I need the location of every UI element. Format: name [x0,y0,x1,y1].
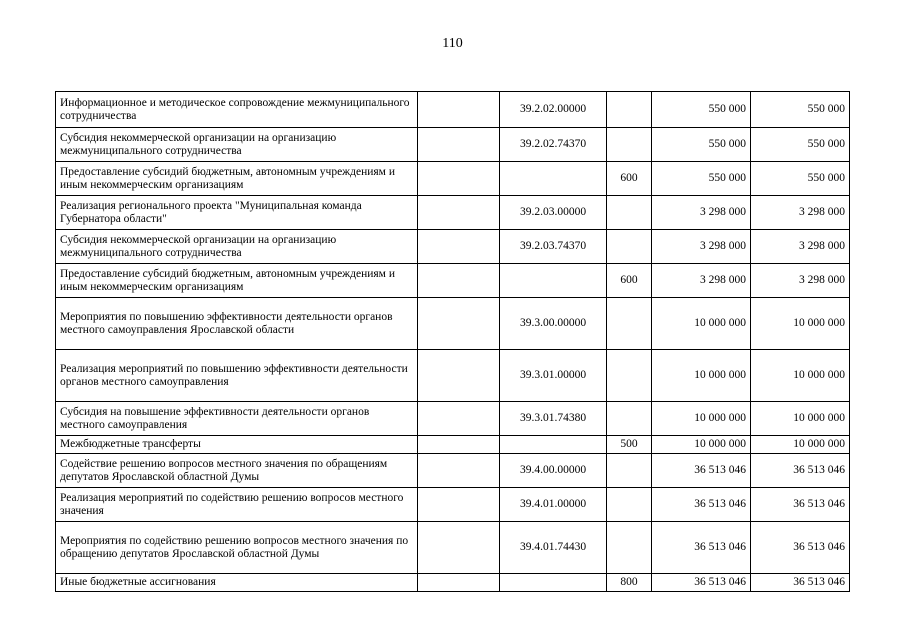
budget-table [55,91,850,592]
row-sum-2: 10 000 000 [751,350,850,402]
row-sum-2: 3 298 000 [751,230,850,264]
row-code [500,436,607,454]
row-sum-2: 550 000 [751,92,850,128]
row-empty-cell [418,350,500,402]
row-sum-2: 550 000 [751,128,850,162]
row-expense-type [607,128,652,162]
row-name: Предоставление субсидий бюджетным, автономным учреждениям и иным некоммерческим организациям [56,162,418,196]
table-row [56,454,850,488]
table-row [56,128,850,162]
table-row [56,402,850,436]
table-row [56,522,850,574]
table-row [56,488,850,522]
row-expense-type [607,196,652,230]
row-sum-1: 3 298 000 [652,196,751,230]
row-code: 39.4.01.74430 [500,522,607,574]
row-empty-cell [418,298,500,350]
row-sum-2: 36 513 046 [751,574,850,592]
row-expense-type [607,230,652,264]
row-sum-1: 36 513 046 [652,574,751,592]
row-sum-2: 3 298 000 [751,196,850,230]
row-code [500,574,607,592]
row-empty-cell [418,436,500,454]
row-expense-type [607,402,652,436]
row-sum-2: 36 513 046 [751,454,850,488]
row-sum-1: 10 000 000 [652,350,751,402]
row-sum-1: 36 513 046 [652,454,751,488]
row-expense-type: 600 [607,264,652,298]
row-expense-type: 800 [607,574,652,592]
row-sum-1: 3 298 000 [652,230,751,264]
table-row [56,436,850,454]
row-empty-cell [418,522,500,574]
row-expense-type [607,454,652,488]
row-code: 39.3.01.74380 [500,402,607,436]
row-name: Мероприятия по содействию решению вопросов местного значения по обращению депутатов Ярославской областной Думы [56,522,418,574]
row-sum-1: 3 298 000 [652,264,751,298]
row-name: Субсидия некоммерческой организации на организацию межмуниципального сотрудничества [56,230,418,264]
table-row [56,162,850,196]
row-empty-cell [418,574,500,592]
row-name: Межбюджетные трансферты [56,436,418,454]
row-empty-cell [418,402,500,436]
row-code: 39.2.03.74370 [500,230,607,264]
row-empty-cell [418,264,500,298]
row-name: Мероприятия по повышению эффективности деятельности органов местного самоуправления Ярославской области [56,298,418,350]
row-empty-cell [418,230,500,264]
table-row [56,574,850,592]
row-expense-type [607,92,652,128]
row-sum-1: 10 000 000 [652,298,751,350]
row-expense-type [607,298,652,350]
row-code: 39.2.02.00000 [500,92,607,128]
row-code: 39.3.01.00000 [500,350,607,402]
row-code: 39.4.01.00000 [500,488,607,522]
row-name: Субсидия на повышение эффективности деятельности органов местного самоуправления [56,402,418,436]
row-sum-2: 3 298 000 [751,264,850,298]
row-sum-1: 36 513 046 [652,522,751,574]
row-expense-type [607,522,652,574]
row-sum-2: 10 000 000 [751,436,850,454]
table-row [56,92,850,128]
row-sum-2: 36 513 046 [751,522,850,574]
row-sum-1: 36 513 046 [652,488,751,522]
row-empty-cell [418,488,500,522]
row-sum-1: 550 000 [652,92,751,128]
page-number: 110 [442,36,463,51]
row-code: 39.4.00.00000 [500,454,607,488]
row-code: 39.3.00.00000 [500,298,607,350]
table-row [56,264,850,298]
row-name: Реализация мероприятий по повышению эффективности деятельности органов местного самоуправления [56,350,418,402]
row-empty-cell [418,128,500,162]
row-name: Информационное и методическое сопровождение межмуниципального сотрудничества [56,92,418,128]
row-name: Реализация мероприятий по содействию решению вопросов местного значения [56,488,418,522]
row-sum-1: 550 000 [652,162,751,196]
row-empty-cell [418,92,500,128]
table-row [56,196,850,230]
row-name: Предоставление субсидий бюджетным, автономным учреждениям и иным некоммерческим организациям [56,264,418,298]
row-sum-2: 10 000 000 [751,298,850,350]
row-code: 39.2.02.74370 [500,128,607,162]
row-empty-cell [418,196,500,230]
row-sum-1: 550 000 [652,128,751,162]
row-code [500,162,607,196]
row-name: Субсидия некоммерческой организации на организацию межмуниципального сотрудничества [56,128,418,162]
row-sum-1: 10 000 000 [652,402,751,436]
row-name: Содействие решению вопросов местного значения по обращениям депутатов Ярославской областной Думы [56,454,418,488]
row-empty-cell [418,454,500,488]
table-row [56,230,850,264]
table-row [56,350,850,402]
row-sum-2: 10 000 000 [751,402,850,436]
row-sum-2: 550 000 [751,162,850,196]
row-sum-2: 36 513 046 [751,488,850,522]
row-expense-type [607,488,652,522]
row-name: Реализация регионального проекта "Муниципальная команда Губернатора области" [56,196,418,230]
row-expense-type: 500 [607,436,652,454]
row-name: Иные бюджетные ассигнования [56,574,418,592]
table-row [56,298,850,350]
row-sum-1: 10 000 000 [652,436,751,454]
row-code: 39.2.03.00000 [500,196,607,230]
row-expense-type: 600 [607,162,652,196]
row-expense-type [607,350,652,402]
row-code [500,264,607,298]
row-empty-cell [418,162,500,196]
